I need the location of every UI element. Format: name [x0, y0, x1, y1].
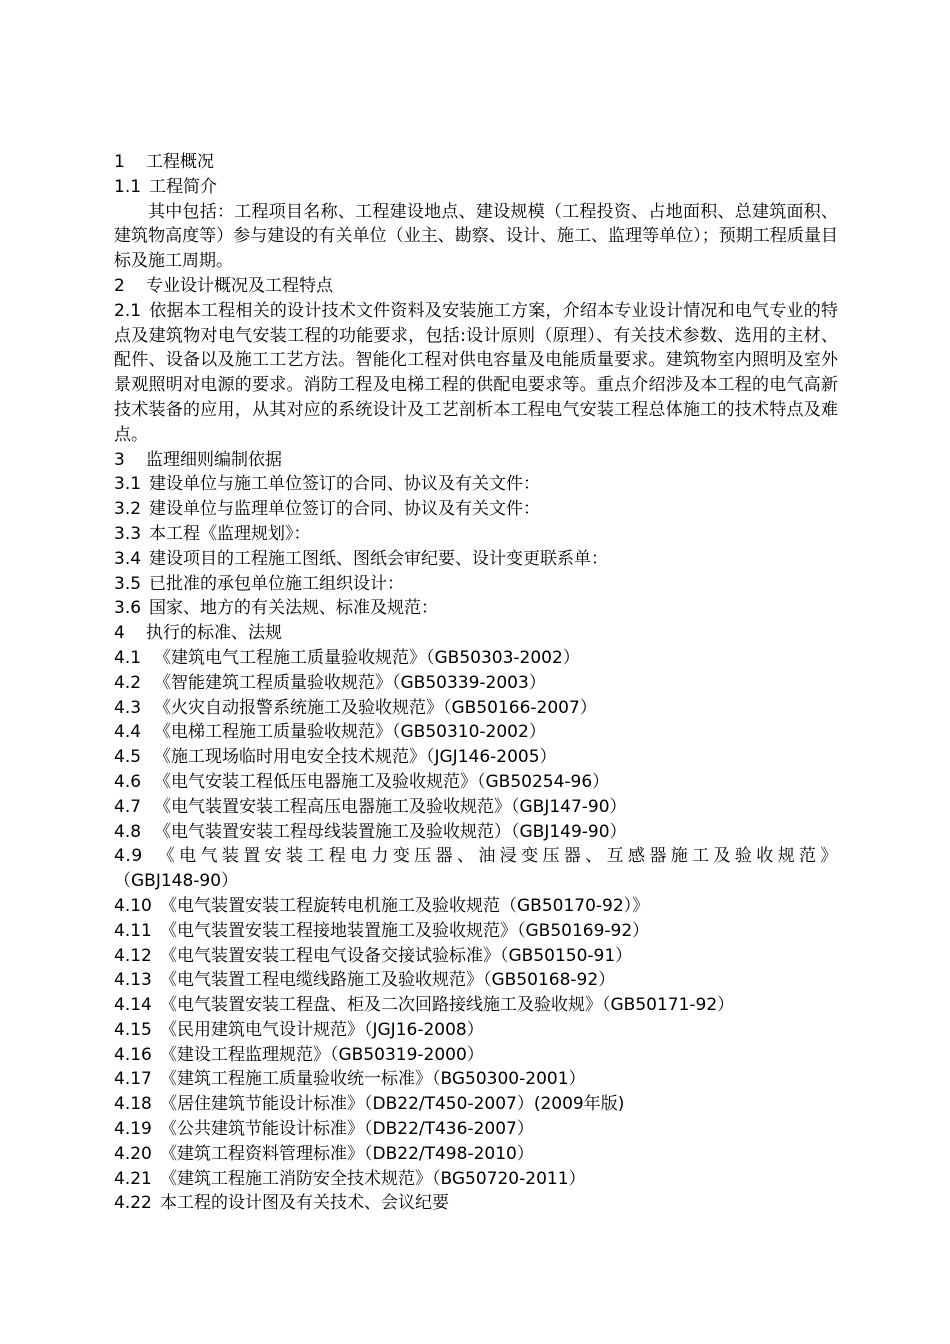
- item-number: 4.4: [114, 722, 142, 743]
- standard-item: [114, 993, 838, 1018]
- list-item: [114, 522, 838, 547]
- item-number: 4.11: [114, 920, 152, 941]
- item-number: 3.6: [114, 598, 142, 619]
- standard-item-4-9-code: （GBJ148-90）: [114, 871, 239, 892]
- standard-item: [114, 1043, 838, 1068]
- item-number: 3.1: [114, 474, 142, 495]
- item-text: 《电气安装工程低压电器施工及验收规范》（GB50254-96）: [154, 771, 610, 792]
- section-number: 4: [114, 623, 125, 644]
- standard-item: [114, 795, 838, 820]
- standard-item: [114, 1092, 838, 1117]
- item-text: 《电气装置安装工程母线装置施工及验收规范）（GBJ149-90）: [154, 821, 627, 842]
- standard-item: [114, 720, 838, 745]
- item-number: 4.16: [114, 1044, 152, 1065]
- standard-item: [114, 968, 838, 993]
- item-number: 4.12: [114, 945, 152, 966]
- item-text: 《电气装置工程电缆线路施工及验收规范》（GB50168-92）: [160, 970, 616, 991]
- item-number: 4.5: [114, 747, 142, 768]
- section-1-1-paragraph: 其中包括：工程项目名称、工程建设地点、建设规模（工程投资、占地面积、总建筑面积、建筑物高度等）参与建设的有关单位（业主、勘察、设计、施工、监理等单位）；预期工程质量目标及施工周期。: [114, 201, 838, 272]
- section-2-1-paragraph: [114, 299, 838, 448]
- section-number: 1.1: [114, 176, 142, 197]
- standard-item: [114, 646, 838, 671]
- item-number: 4.2: [114, 672, 142, 693]
- standard-item: [114, 1117, 838, 1142]
- section-title: 执行的标准、法规: [146, 623, 282, 644]
- standard-item: [114, 944, 838, 969]
- section-number: 2: [114, 275, 125, 296]
- item-text: 《电梯工程施工质量验收规范》（GB50310-2002）: [154, 722, 546, 743]
- item-number: 4.8: [114, 821, 142, 842]
- item-text: 国家、地方的有关法规、标准及规范：: [149, 598, 439, 619]
- item-number: 4.9: [114, 846, 143, 867]
- item-text: 《电气装置安装工程高压电器施工及验收规范》（GBJ147-90）: [154, 796, 627, 817]
- item-text: 《建筑电气工程施工质量验收规范》（GB50303-2002）: [154, 647, 580, 668]
- item-number: 4.13: [114, 970, 152, 991]
- item-number: 4.22: [114, 1193, 152, 1214]
- item-number: 4.21: [114, 1168, 152, 1189]
- section-title: 工程简介: [149, 176, 218, 197]
- item-text: 本工程《监理规划》：: [149, 523, 311, 544]
- standard-item: [114, 1167, 838, 1192]
- standard-item: [114, 1018, 838, 1043]
- item-text: 《电气装置安装工程盘、柜及二次回路接线施工及验收规》（GB50171-92）: [160, 995, 735, 1016]
- item-number: 4.14: [114, 995, 152, 1016]
- item-text: 《火灾自动报警系统施工及验收规范》（GB50166-2007）: [154, 697, 597, 718]
- item-text: 《电气装置安装工程旋转电机施工及验收规范（GB50170-92）》: [160, 895, 650, 916]
- standard-item: [114, 894, 838, 919]
- item-text: 《公共建筑节能设计标准》（DB22/T436-2007）: [160, 1119, 534, 1140]
- item-text: 《建筑工程资料管理标准》（DB22/T498-2010）: [160, 1143, 534, 1164]
- standard-item: [114, 671, 838, 696]
- standard-item: [114, 770, 838, 795]
- item-text: 《施工现场临时用电安全技术规范》（JGJ146-2005）: [154, 747, 557, 768]
- item-number: 3.2: [114, 499, 142, 520]
- standard-item: [114, 820, 838, 845]
- standard-item: [114, 745, 838, 770]
- section-4-heading: [114, 621, 838, 646]
- item-number: 4.17: [114, 1069, 152, 1090]
- section-title: 专业设计概况及工程特点: [146, 275, 333, 296]
- item-number: 3.4: [114, 548, 142, 569]
- section-title: 监理细则编制依据: [146, 449, 282, 470]
- item-number: 4.15: [114, 1019, 152, 1040]
- item-text: 本工程的设计图及有关技术、会议纪要: [160, 1193, 449, 1214]
- item-text: 《智能建筑工程质量验收规范》（GB50339-2003）: [154, 672, 546, 693]
- item-text: 《民用建筑电气设计规范》（JGJ16-2008）: [160, 1019, 484, 1040]
- item-text: 《电气装置安装工程接地装置施工及验收规范》（GB50169-92）: [160, 920, 650, 941]
- paragraph-text: 依据本工程相关的设计技术文件资料及安装施工方案，介绍本专业设计情况和电气专业的特点及建筑物对电气安装工程的功能要求，包括:设计原则（原理）、有关技术参数、选用的主材、配件、设备以及施工工艺方法。智能化工程对供电容量及电能质量要求。建筑物室内照明及室外景观照明对电源的要求。消防工程及电梯工程的供配电要求等。重点介绍涉及本工程的电气高新技术装备的应用，从其对应的系统设计及工艺剖析本工程电气安装工程总体施工的技术特点及难点。: [114, 300, 838, 445]
- item-text: 已批准的承包单位施工组织设计：: [149, 573, 405, 594]
- section-number: 3: [114, 449, 125, 470]
- item-text: 《居住建筑节能设计标准》（DB22/T450-2007）(2009年版): [160, 1094, 625, 1115]
- section-title: 工程概况: [146, 152, 214, 172]
- item-number: 4.10: [114, 895, 152, 916]
- standard-item: [114, 1067, 838, 1092]
- item-text: 建设单位与监理单位签订的合同、协议及有关文件：: [149, 499, 541, 520]
- section-number: 2.1: [114, 300, 142, 321]
- item-number: 4.6: [114, 771, 142, 792]
- standard-item: [114, 1191, 838, 1216]
- item-text: 《电气装置安装工程电气设备交接试验标准》（GB50150-91）: [160, 945, 633, 966]
- item-number: 4.20: [114, 1143, 152, 1164]
- section-1-1-heading: [114, 175, 838, 200]
- item-number: 4.18: [114, 1094, 152, 1115]
- list-item: [114, 497, 838, 522]
- item-text: 《建设工程监理规范》（GB50319-2000）: [160, 1044, 484, 1065]
- standard-item-4-9: [114, 844, 838, 869]
- item-number: 3.3: [114, 523, 142, 544]
- item-number: 3.5: [114, 573, 142, 594]
- item-number: 4.3: [114, 697, 142, 718]
- section-number: 1: [114, 152, 125, 172]
- document-body: [114, 150, 838, 1216]
- item-text: 建设单位与施工单位签订的合同、协议及有关文件：: [149, 474, 541, 495]
- item-number: 4.1: [114, 647, 142, 668]
- item-text: 《建筑工程施工消防安全技术规范》（BG50720-2011）: [160, 1168, 586, 1189]
- list-item: [114, 472, 838, 497]
- section-1-heading: [114, 150, 838, 175]
- section-2-heading: [114, 274, 838, 299]
- standard-item: [114, 696, 838, 721]
- standard-item: [114, 919, 838, 944]
- section-3-heading: [114, 448, 838, 473]
- item-number: 4.7: [114, 796, 142, 817]
- list-item: [114, 596, 838, 621]
- item-text: 《电气装置安装工程电力变压器、油浸变压器、互感器施工及验收规范》: [154, 846, 838, 867]
- list-item: [114, 547, 838, 572]
- item-number: 4.19: [114, 1119, 152, 1140]
- item-text: 建设项目的工程施工图纸、图纸会审纪要、设计变更联系单：: [149, 548, 609, 569]
- list-item: [114, 572, 838, 597]
- item-text: 《建筑工程施工质量验收统一标准》（BG50300-2001）: [160, 1069, 586, 1090]
- standard-item: [114, 1142, 838, 1167]
